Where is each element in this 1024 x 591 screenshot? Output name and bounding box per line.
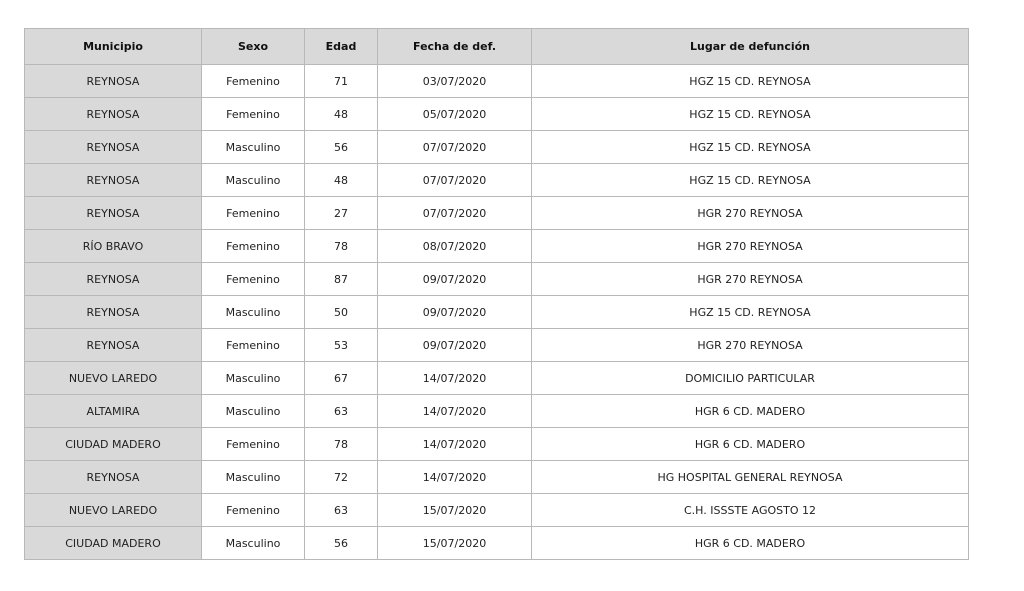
table-row: [25, 527, 969, 560]
table-row: [25, 296, 969, 329]
cell-sexo: Femenino: [202, 263, 305, 296]
cell-municipio: REYNOSA: [25, 329, 202, 362]
cell-municipio: CIUDAD MADERO: [25, 428, 202, 461]
cell-municipio: NUEVO LAREDO: [25, 362, 202, 395]
cell-sexo: Femenino: [202, 494, 305, 527]
table-row: [25, 428, 969, 461]
cell-edad: 78: [305, 230, 378, 263]
cell-edad: 56: [305, 527, 378, 560]
cell-lugar: HGZ 15 CD. REYNOSA: [532, 98, 969, 131]
cell-fecha: 14/07/2020: [378, 428, 532, 461]
header-municipio: Municipio: [25, 29, 202, 65]
cell-municipio: REYNOSA: [25, 461, 202, 494]
cell-municipio: REYNOSA: [25, 164, 202, 197]
cell-municipio: RÍO BRAVO: [25, 230, 202, 263]
cell-sexo: Masculino: [202, 461, 305, 494]
table-row: [25, 461, 969, 494]
cell-edad: 87: [305, 263, 378, 296]
cell-edad: 63: [305, 395, 378, 428]
cell-fecha: 07/07/2020: [378, 164, 532, 197]
cell-sexo: Masculino: [202, 296, 305, 329]
table-header: [25, 29, 969, 65]
cell-fecha: 09/07/2020: [378, 329, 532, 362]
cell-fecha: 09/07/2020: [378, 296, 532, 329]
cell-sexo: Masculino: [202, 527, 305, 560]
cell-fecha: 07/07/2020: [378, 131, 532, 164]
cell-edad: 78: [305, 428, 378, 461]
cell-municipio: NUEVO LAREDO: [25, 494, 202, 527]
table-body: [25, 65, 969, 560]
cell-fecha: 07/07/2020: [378, 197, 532, 230]
cell-municipio: REYNOSA: [25, 131, 202, 164]
table-row: [25, 98, 969, 131]
cell-fecha: 05/07/2020: [378, 98, 532, 131]
cell-edad: 72: [305, 461, 378, 494]
cell-sexo: Masculino: [202, 131, 305, 164]
cell-sexo: Masculino: [202, 164, 305, 197]
table-row: [25, 164, 969, 197]
cell-municipio: REYNOSA: [25, 98, 202, 131]
cell-edad: 63: [305, 494, 378, 527]
cell-lugar: HG HOSPITAL GENERAL REYNOSA: [532, 461, 969, 494]
deaths-table: [24, 28, 969, 560]
cell-edad: 53: [305, 329, 378, 362]
cell-lugar: HGZ 15 CD. REYNOSA: [532, 296, 969, 329]
header-row: [25, 29, 969, 65]
cell-sexo: Masculino: [202, 362, 305, 395]
cell-lugar: HGR 6 CD. MADERO: [532, 428, 969, 461]
cell-fecha: 15/07/2020: [378, 494, 532, 527]
cell-lugar: HGZ 15 CD. REYNOSA: [532, 131, 969, 164]
cell-municipio: CIUDAD MADERO: [25, 527, 202, 560]
header-lugar: Lugar de defunción: [532, 29, 969, 65]
cell-lugar: HGZ 15 CD. REYNOSA: [532, 164, 969, 197]
cell-sexo: Femenino: [202, 65, 305, 98]
cell-municipio: REYNOSA: [25, 263, 202, 296]
table-row: [25, 131, 969, 164]
cell-lugar: DOMICILIO PARTICULAR: [532, 362, 969, 395]
cell-lugar: HGR 270 REYNOSA: [532, 230, 969, 263]
cell-sexo: Masculino: [202, 395, 305, 428]
cell-sexo: Femenino: [202, 230, 305, 263]
cell-lugar: HGZ 15 CD. REYNOSA: [532, 65, 969, 98]
cell-fecha: 09/07/2020: [378, 263, 532, 296]
cell-fecha: 14/07/2020: [378, 461, 532, 494]
table-row: [25, 494, 969, 527]
cell-lugar: HGR 270 REYNOSA: [532, 263, 969, 296]
cell-municipio: ALTAMIRA: [25, 395, 202, 428]
cell-fecha: 03/07/2020: [378, 65, 532, 98]
cell-lugar: HGR 6 CD. MADERO: [532, 527, 969, 560]
header-sexo: Sexo: [202, 29, 305, 65]
cell-lugar: HGR 270 REYNOSA: [532, 329, 969, 362]
cell-lugar: HGR 270 REYNOSA: [532, 197, 969, 230]
cell-edad: 67: [305, 362, 378, 395]
deaths-table-container: [24, 28, 968, 560]
table-row: [25, 65, 969, 98]
cell-fecha: 14/07/2020: [378, 362, 532, 395]
cell-edad: 27: [305, 197, 378, 230]
table-row: [25, 395, 969, 428]
cell-fecha: 14/07/2020: [378, 395, 532, 428]
cell-fecha: 08/07/2020: [378, 230, 532, 263]
cell-lugar: HGR 6 CD. MADERO: [532, 395, 969, 428]
cell-edad: 56: [305, 131, 378, 164]
cell-fecha: 15/07/2020: [378, 527, 532, 560]
table-row: [25, 329, 969, 362]
table-row: [25, 197, 969, 230]
cell-municipio: REYNOSA: [25, 197, 202, 230]
cell-edad: 48: [305, 98, 378, 131]
cell-edad: 50: [305, 296, 378, 329]
header-edad: Edad: [305, 29, 378, 65]
table-row: [25, 230, 969, 263]
cell-municipio: REYNOSA: [25, 296, 202, 329]
cell-lugar: C.H. ISSSTE AGOSTO 12: [532, 494, 969, 527]
table-row: [25, 263, 969, 296]
cell-edad: 48: [305, 164, 378, 197]
cell-sexo: Femenino: [202, 329, 305, 362]
header-fecha: Fecha de def.: [378, 29, 532, 65]
cell-municipio: REYNOSA: [25, 65, 202, 98]
cell-sexo: Femenino: [202, 98, 305, 131]
cell-sexo: Femenino: [202, 428, 305, 461]
table-row: [25, 362, 969, 395]
cell-edad: 71: [305, 65, 378, 98]
cell-sexo: Femenino: [202, 197, 305, 230]
